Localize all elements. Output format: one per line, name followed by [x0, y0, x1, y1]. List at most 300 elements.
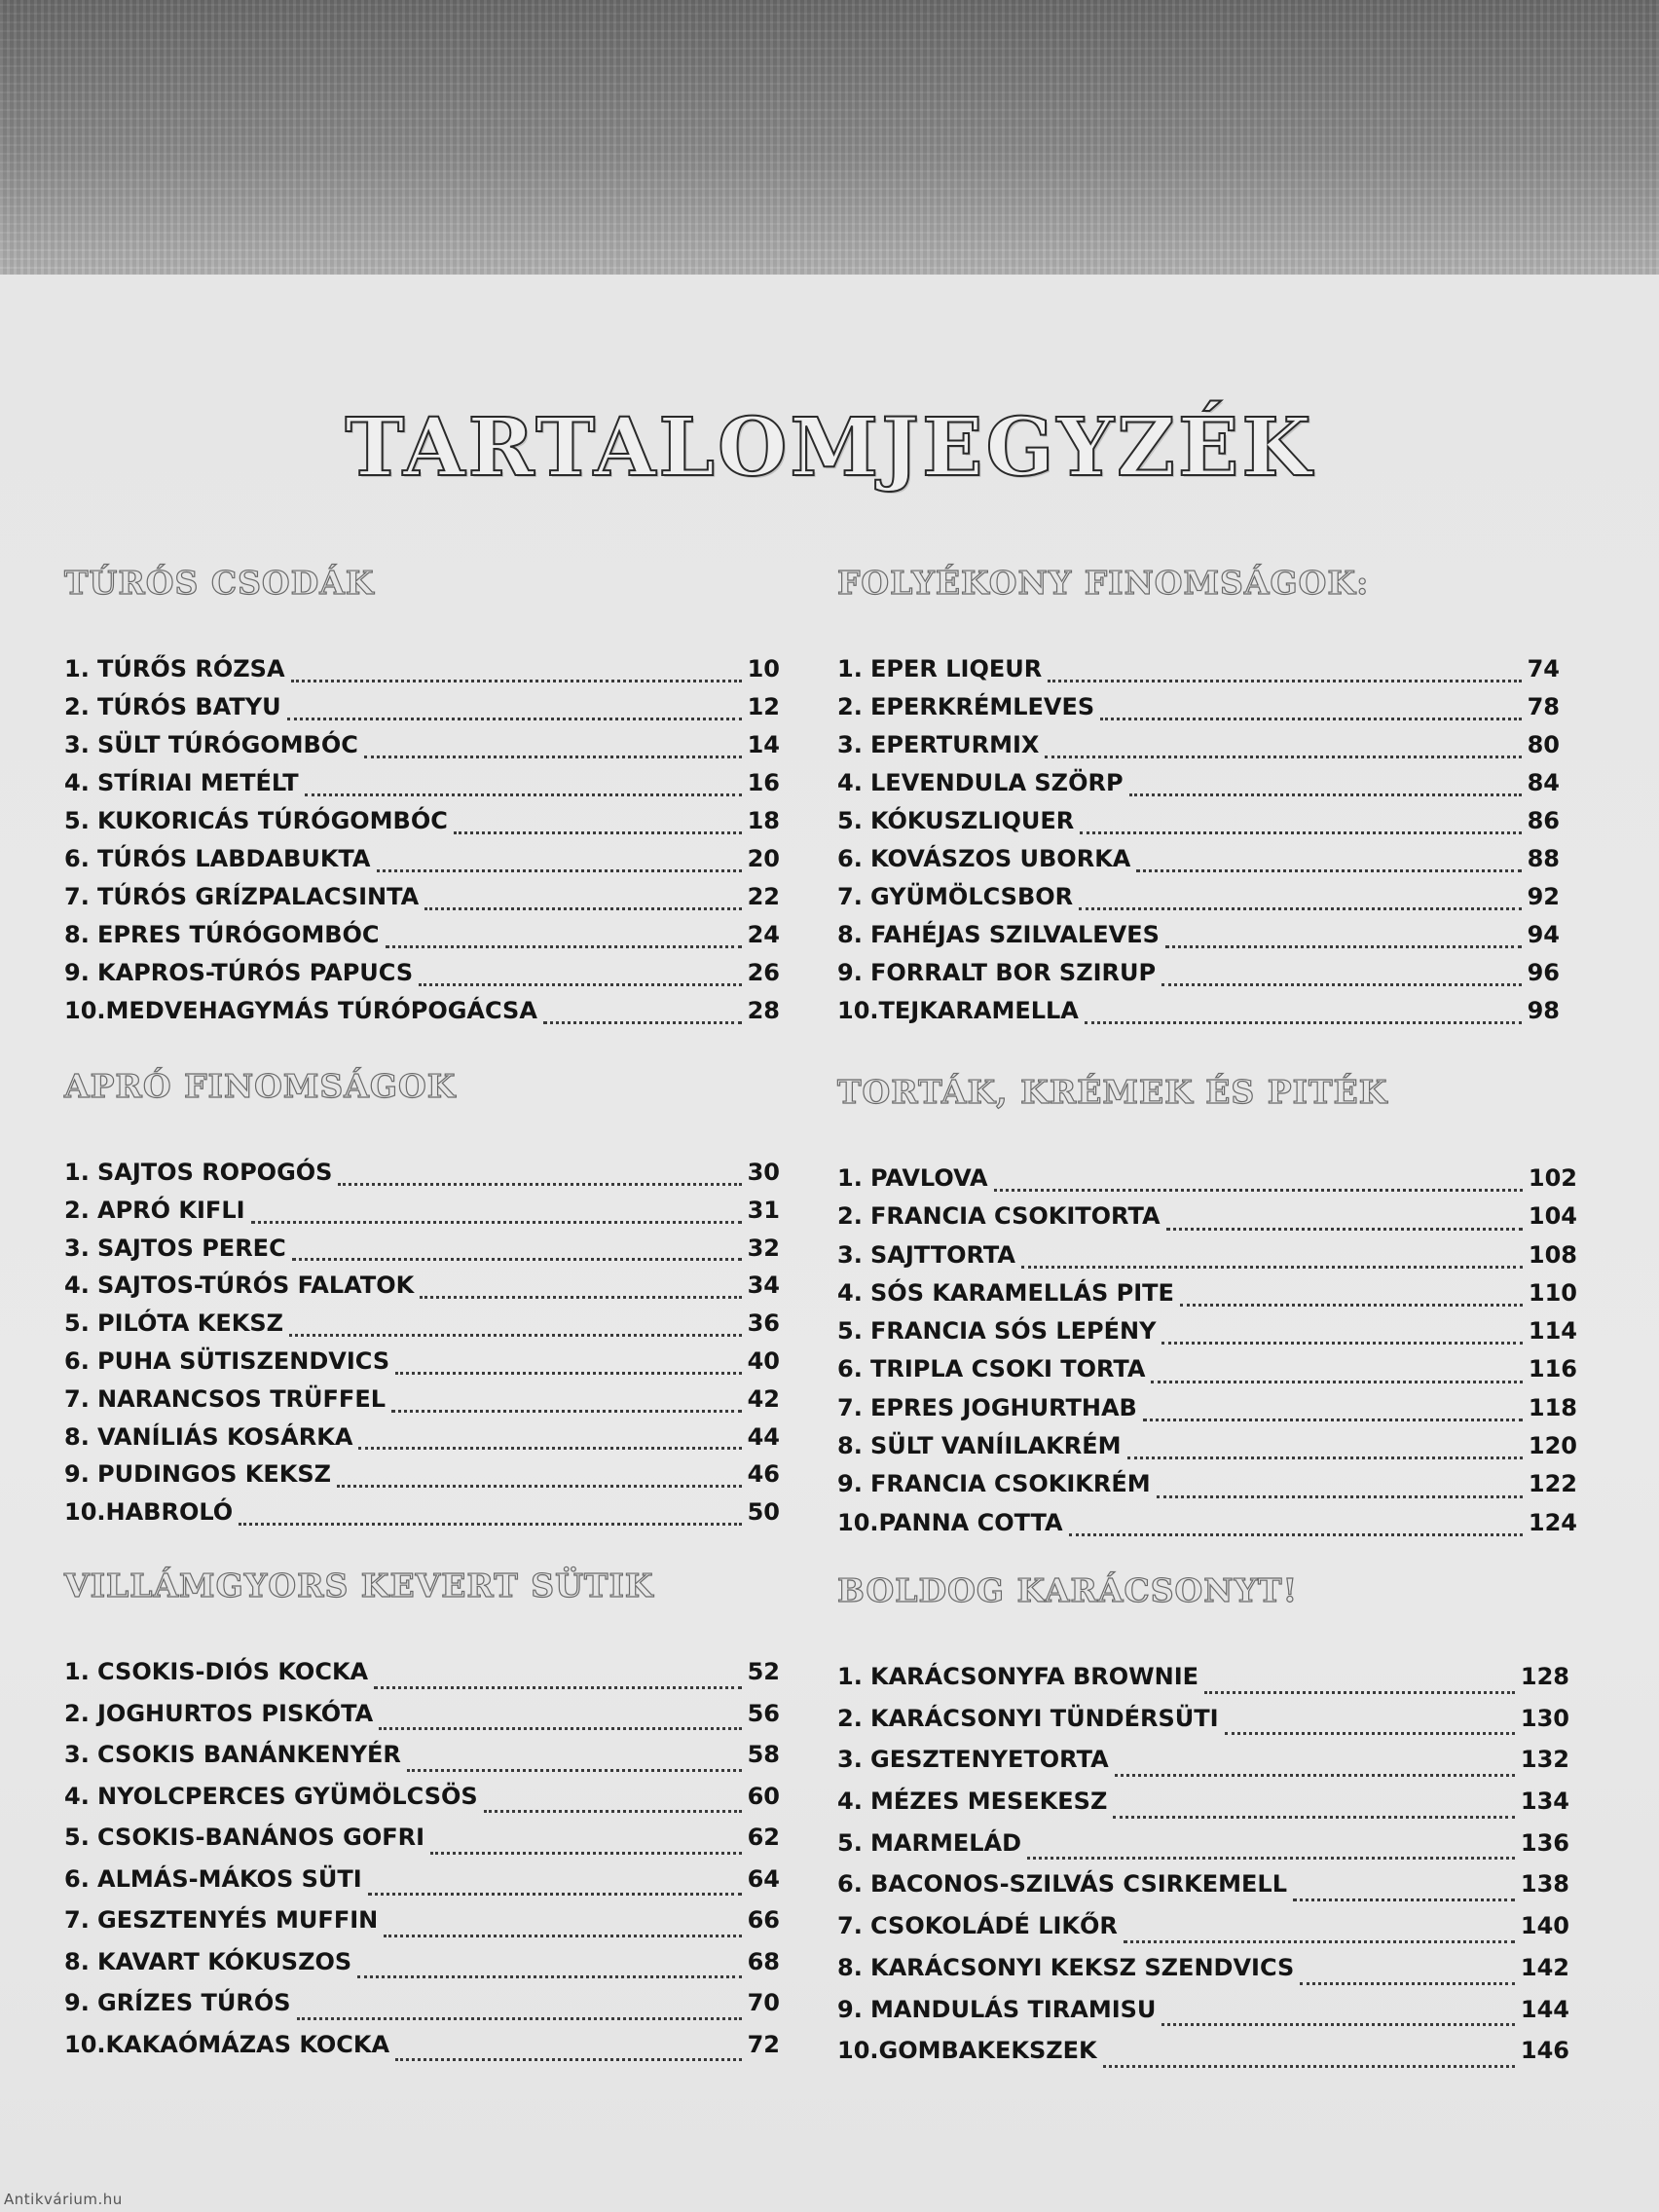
toc-entry-number: 9. — [837, 959, 863, 986]
toc-entry-number: 5. — [64, 1824, 90, 1851]
toc-entry-title: MANDULÁS TIRAMISU — [870, 1995, 1157, 2023]
toc-entry-page-number: 20 — [747, 845, 780, 872]
toc-entry-page-number: 116 — [1528, 1355, 1577, 1383]
toc-entry — [837, 1829, 1569, 1871]
dot-leader — [291, 680, 742, 682]
toc-entry-title: FORRALT BOR SZIRUP — [870, 959, 1157, 986]
toc-entry — [837, 1663, 1569, 1705]
dot-leader — [1080, 831, 1521, 834]
toc-entry-title: MEDVEHAGYMÁS TÚRÓPOGÁCSA — [105, 997, 537, 1024]
toc-entry-title: HABROLÓ — [105, 1498, 234, 1527]
toc-entry-number: 8. — [64, 1422, 90, 1451]
toc-entry-number: 8. — [837, 921, 863, 948]
toc-entry — [837, 883, 1560, 921]
section-heading: APRÓ FINOMSÁGOK — [64, 1067, 457, 1105]
toc-entry — [64, 1385, 780, 1423]
toc-entry-page-number: 36 — [747, 1309, 780, 1338]
toc-entry-title: SAJTOS ROPOGÓS — [97, 1159, 333, 1186]
toc-entry-number: 1. — [64, 1159, 90, 1186]
dot-leader — [305, 793, 742, 796]
dot-leader — [386, 945, 742, 948]
toc-entry-number: 6. — [64, 1346, 90, 1375]
toc-entry-title: LEVENDULA SZÖRP — [870, 769, 1124, 796]
toc-entry-number: 10. — [837, 997, 879, 1024]
toc-entry — [837, 1788, 1569, 1829]
toc-entry-number: 9. — [837, 1470, 863, 1498]
toc-entry-number: 8. — [64, 921, 90, 948]
toc-list — [64, 1658, 780, 2072]
toc-entry-number: 3. — [837, 731, 863, 758]
toc-entry-number: 2. — [837, 1704, 863, 1732]
toc-entry-page-number: 108 — [1528, 1240, 1577, 1269]
dot-leader — [239, 1523, 741, 1526]
toc-entry — [64, 1700, 780, 1742]
dot-leader — [1165, 945, 1522, 948]
toc-entry-title: CSOKOLÁDÉ LIKŐR — [870, 1912, 1118, 1940]
dot-leader — [1161, 1342, 1522, 1345]
toc-entry-title: EPER LIQEUR — [870, 655, 1043, 682]
toc-entry-title: TRIPLA CSOKI TORTA — [870, 1355, 1146, 1383]
toc-entry-title: GOMBAKEKSZEK — [878, 2037, 1097, 2065]
toc-entry-number: 4. — [837, 769, 863, 796]
toc-entry — [64, 1989, 780, 2031]
dot-leader — [1136, 869, 1521, 872]
toc-entry-title: GESZTENYÉS MUFFIN — [97, 1906, 379, 1934]
dot-leader — [1079, 907, 1521, 910]
toc-entry — [64, 807, 780, 845]
dot-leader — [358, 1447, 741, 1450]
dot-leader — [543, 1021, 742, 1024]
toc-entry — [837, 1279, 1577, 1317]
toc-entry-page-number: 62 — [747, 1824, 780, 1851]
toc-entry — [64, 731, 780, 769]
toc-entry — [64, 1159, 780, 1197]
toc-entry-page-number: 132 — [1520, 1746, 1569, 1774]
toc-entry — [64, 1309, 780, 1347]
toc-entry-title: FRANCIA CSOKIKRÉM — [870, 1470, 1151, 1498]
toc-entry — [64, 693, 780, 731]
dot-leader — [395, 1372, 741, 1375]
dot-leader — [1115, 1774, 1515, 1777]
toc-entry-number: 7. — [837, 1393, 863, 1421]
section-turos-csodak — [64, 562, 780, 1035]
toc-entry — [64, 655, 780, 693]
toc-entry-title: APRÓ KIFLI — [97, 1196, 245, 1224]
dot-leader — [994, 1189, 1523, 1192]
toc-entry-title: EPRES TÚRÓGOMBÓC — [97, 921, 380, 948]
toc-entry-number: 3. — [64, 1234, 90, 1262]
toc-entry-number: 2. — [837, 1202, 863, 1231]
toc-entry-number: 4. — [64, 769, 90, 796]
dot-leader — [1048, 680, 1521, 682]
toc-entry-page-number: 46 — [747, 1460, 780, 1489]
toc-entry — [837, 1202, 1577, 1240]
toc-entry — [837, 845, 1560, 883]
dot-leader — [1045, 756, 1521, 758]
toc-entry — [837, 2037, 1569, 2079]
dot-leader — [424, 907, 741, 910]
toc-entry-page-number: 16 — [747, 769, 780, 796]
toc-entry-page-number: 31 — [747, 1196, 780, 1224]
toc-entry — [64, 1741, 780, 1783]
toc-entry-page-number: 58 — [747, 1741, 780, 1768]
toc-entry-number: 4. — [837, 1278, 863, 1307]
toc-entry — [837, 1954, 1569, 1996]
toc-entry-title: KAVART KÓKUSZOS — [97, 1947, 352, 1975]
toc-list — [64, 1159, 780, 1536]
toc-entry-title: KARÁCSONYI TÜNDÉRSÜTI — [870, 1704, 1219, 1732]
toc-entry-title: SAJTTORTA — [870, 1240, 1015, 1269]
toc-entry-page-number: 128 — [1520, 1663, 1569, 1690]
toc-entry-page-number: 104 — [1528, 1202, 1577, 1231]
toc-entry-number: 10. — [837, 1508, 879, 1536]
dot-leader — [395, 2058, 742, 2061]
toc-entry-number: 6. — [837, 845, 863, 872]
toc-entry-page-number: 74 — [1527, 655, 1560, 682]
dot-leader — [1129, 793, 1522, 796]
toc-entry — [64, 1865, 780, 1907]
toc-entry-page-number: 146 — [1520, 2037, 1569, 2065]
toc-entry-number: 5. — [837, 807, 863, 834]
toc-entry-title: SAJTOS PEREC — [97, 1234, 286, 1262]
toc-entry-title: CSOKIS BANÁNKENYÉR — [97, 1741, 401, 1768]
toc-entry-page-number: 78 — [1527, 693, 1560, 720]
toc-entry-page-number: 124 — [1528, 1508, 1577, 1536]
dot-leader — [407, 1769, 742, 1772]
toc-entry-page-number: 110 — [1528, 1278, 1577, 1307]
toc-entry-number: 10. — [64, 1498, 106, 1527]
toc-entry-title: KUKORICÁS TÚRÓGOMBÓC — [97, 807, 448, 834]
dot-leader — [379, 1727, 741, 1730]
toc-entry — [837, 1164, 1577, 1202]
toc-entry-page-number: 68 — [747, 1947, 780, 1975]
toc-entry-number: 1. — [64, 1658, 90, 1685]
toc-entry-title: PANNA COTTA — [878, 1508, 1063, 1536]
toc-entry-title: EPRES JOGHURTHAB — [870, 1393, 1137, 1421]
toc-entry-page-number: 86 — [1527, 807, 1560, 834]
toc-entry-title: MÉZES MESEKESZ — [870, 1788, 1108, 1816]
toc-entry — [837, 693, 1560, 731]
toc-entry-title: TÚRŐS RÓZSA — [97, 655, 285, 682]
toc-entry-number: 2. — [837, 693, 863, 720]
dot-leader — [368, 1893, 742, 1896]
dot-leader — [338, 1183, 741, 1186]
toc-entry-number: 6. — [837, 1870, 863, 1899]
toc-entry-page-number: 40 — [747, 1346, 780, 1375]
toc-entry-title: GYÜMÖLCSBOR — [870, 883, 1074, 910]
toc-entry — [837, 1996, 1569, 2038]
toc-entry-page-number: 32 — [747, 1234, 780, 1262]
toc-entry-page-number: 122 — [1528, 1470, 1577, 1498]
toc-entry — [64, 1498, 780, 1536]
dot-leader — [374, 1686, 741, 1689]
toc-entry-number: 7. — [837, 883, 863, 910]
dot-leader — [1204, 1691, 1515, 1694]
toc-entry-number: 6. — [64, 1864, 90, 1893]
toc-entry-title: PILÓTA KEKSZ — [97, 1309, 284, 1338]
toc-entry-number: 1. — [837, 1663, 863, 1690]
toc-entry-number: 8. — [837, 1953, 863, 1981]
toc-entry — [837, 1509, 1577, 1547]
book-page — [0, 275, 1659, 2212]
toc-entry-page-number: 70 — [747, 1989, 780, 2016]
section-heading: TÚRÓS CSODÁK — [64, 564, 375, 602]
toc-entry-title: SAJTOS-TÚRÓS FALATOK — [97, 1272, 415, 1300]
dot-leader — [1100, 718, 1521, 720]
toc-entry-title: NYOLCPERCES GYÜMÖLCSÖS — [97, 1782, 478, 1810]
table-surface-background — [0, 0, 1659, 277]
toc-entry-page-number: 88 — [1527, 845, 1560, 872]
dot-leader — [287, 718, 742, 720]
section-heading: TORTÁK, KRÉMEK ÉS PITÉK — [837, 1073, 1388, 1111]
toc-entry — [837, 997, 1560, 1035]
toc-entry-page-number: 12 — [747, 693, 780, 720]
toc-entry-number: 4. — [837, 1788, 863, 1816]
toc-entry — [64, 1235, 780, 1272]
toc-entry-number: 10. — [64, 997, 106, 1024]
toc-entry-title: EPERTURMIX — [870, 731, 1040, 758]
dot-leader — [419, 983, 741, 986]
section-heading: BOLDOG KARÁCSONYT! — [837, 1571, 1299, 1609]
toc-entry-number: 10. — [837, 2037, 879, 2065]
toc-entry-page-number: 64 — [747, 1864, 780, 1893]
toc-entry — [64, 959, 780, 997]
toc-entry-title: SÜLT TÚRÓGOMBÓC — [97, 731, 358, 758]
toc-entry — [837, 1394, 1577, 1432]
watermark-text: Antikvárium.hu — [4, 2191, 123, 2208]
toc-entry-page-number: 120 — [1528, 1432, 1577, 1460]
toc-entry — [837, 959, 1560, 997]
toc-entry-page-number: 92 — [1527, 883, 1560, 910]
toc-entry-title: KÓKUSZLIQUER — [870, 807, 1075, 834]
toc-entry-page-number: 84 — [1527, 769, 1560, 796]
toc-entry-number: 7. — [64, 883, 90, 910]
toc-entry-page-number: 60 — [747, 1782, 780, 1810]
toc-entry — [837, 731, 1560, 769]
toc-entry-number: 7. — [64, 1384, 90, 1413]
toc-entry-page-number: 118 — [1528, 1393, 1577, 1421]
toc-entry-page-number: 34 — [747, 1272, 780, 1300]
dot-leader — [1225, 1732, 1515, 1735]
dot-leader — [357, 1975, 741, 1978]
toc-entry-title: STÍRIAI METÉLT — [97, 769, 299, 796]
dot-leader — [1161, 2023, 1514, 2026]
toc-entry — [64, 2031, 780, 2073]
toc-entry-title: TÚRÓS BATYU — [97, 693, 281, 720]
dot-leader — [1151, 1381, 1522, 1383]
toc-entry-number: 5. — [64, 1309, 90, 1338]
toc-entry — [837, 921, 1560, 959]
dot-leader — [377, 869, 742, 872]
toc-entry-page-number: 24 — [747, 921, 780, 948]
toc-list — [837, 655, 1560, 1035]
toc-entry-title: BACONOS-SZILVÁS CSIRKEMELL — [870, 1870, 1287, 1899]
toc-entry — [837, 655, 1560, 693]
dot-leader — [1293, 1899, 1515, 1901]
toc-entry-number: 9. — [837, 1995, 863, 2023]
toc-entry-page-number: 28 — [747, 997, 780, 1024]
toc-entry-number: 5. — [837, 1317, 863, 1346]
toc-entry-number: 3. — [837, 1746, 863, 1774]
dot-leader — [1103, 2065, 1515, 2068]
toc-entry-title: KARÁCSONYI KEKSZ SZENDVICS — [870, 1953, 1295, 1981]
toc-entry-page-number: 52 — [747, 1658, 780, 1685]
toc-entry-number: 3. — [837, 1240, 863, 1269]
dot-leader — [430, 1852, 742, 1855]
toc-entry-number: 1. — [64, 655, 90, 682]
toc-entry-page-number: 50 — [747, 1498, 780, 1527]
toc-entry-number: 4. — [64, 1272, 90, 1300]
toc-entry-title: CSOKIS-BANÁNOS GOFRI — [97, 1824, 425, 1851]
toc-entry — [837, 807, 1560, 845]
toc-entry-number: 3. — [64, 731, 90, 758]
toc-entry — [837, 1317, 1577, 1355]
toc-entry-title: KAPROS-TÚRÓS PAPUCS — [97, 959, 414, 986]
toc-entry-number: 7. — [64, 1906, 90, 1934]
toc-list — [837, 1164, 1577, 1547]
toc-entry — [64, 1347, 780, 1385]
toc-entry-title: SÜLT VANÍILAKRÉM — [870, 1432, 1122, 1460]
toc-entry-page-number: 102 — [1528, 1164, 1577, 1192]
dot-leader — [484, 1810, 742, 1813]
toc-entry-title: KARÁCSONYFA BROWNIE — [870, 1663, 1199, 1690]
toc-entry-title: TEJKARAMELLA — [878, 997, 1079, 1024]
dot-leader — [1069, 1533, 1523, 1536]
toc-entry — [64, 1197, 780, 1235]
toc-entry-title: GRÍZES TÚRÓS — [97, 1989, 291, 2016]
toc-entry-page-number: 42 — [747, 1384, 780, 1413]
dot-leader — [1166, 1228, 1523, 1231]
dot-leader — [292, 1258, 742, 1261]
dot-leader — [1127, 1456, 1523, 1459]
toc-entry — [837, 1355, 1577, 1393]
toc-entry-title: MARMELÁD — [870, 1828, 1022, 1857]
toc-entry — [64, 997, 780, 1035]
dot-leader — [1124, 1940, 1515, 1943]
toc-entry-title: PUHA SÜTISZENDVICS — [97, 1346, 390, 1375]
dot-leader — [454, 831, 742, 834]
section-tortak-kremek-pitek — [837, 1071, 1577, 1547]
toc-entry — [64, 1824, 780, 1865]
toc-entry-page-number: 14 — [747, 731, 780, 758]
toc-entry-title: FAHÉJAS SZILVALEVES — [870, 921, 1160, 948]
toc-entry-number: 1. — [837, 655, 863, 682]
toc-entry — [64, 1658, 780, 1700]
dot-leader — [289, 1334, 742, 1337]
page-title: TARTALOMJEGYZÉK — [345, 401, 1314, 495]
toc-entry — [64, 921, 780, 959]
section-folyekony-finomsagok — [837, 562, 1560, 1035]
toc-entry-page-number: 136 — [1520, 1828, 1569, 1857]
toc-entry — [837, 1912, 1569, 1954]
section-boldog-karacsonyt — [837, 1569, 1569, 2079]
toc-list — [64, 655, 780, 1035]
toc-entry-title: KAKAÓMÁZAS KOCKA — [105, 2030, 390, 2058]
toc-entry-title: SÓS KARAMELLÁS PITE — [870, 1278, 1174, 1307]
dot-leader — [384, 1935, 741, 1937]
toc-entry-number: 9. — [64, 959, 90, 986]
toc-entry-page-number: 10 — [747, 655, 780, 682]
toc-entry-number: 1. — [837, 1164, 863, 1192]
toc-entry — [837, 1432, 1577, 1470]
toc-entry-title: KOVÁSZOS UBORKA — [870, 845, 1131, 872]
toc-entry-number: 10. — [64, 2030, 106, 2058]
toc-entry — [837, 1746, 1569, 1788]
toc-entry — [837, 1870, 1569, 1912]
toc-entry-title: JOGHURTOS PISKÓTA — [97, 1699, 374, 1727]
toc-entry-page-number: 144 — [1520, 1995, 1569, 2023]
toc-entry-page-number: 130 — [1520, 1704, 1569, 1732]
toc-entry-page-number: 114 — [1528, 1317, 1577, 1346]
toc-entry-number: 5. — [64, 807, 90, 834]
section-villamgyors-kevert-sutik — [64, 1565, 780, 2072]
dot-leader — [297, 2017, 742, 2020]
dot-leader — [1085, 1021, 1522, 1024]
toc-entry-number: 6. — [837, 1355, 863, 1383]
dot-leader — [1021, 1266, 1523, 1269]
toc-entry-page-number: 94 — [1527, 921, 1560, 948]
toc-entry — [837, 1470, 1577, 1508]
toc-entry-title: ALMÁS-MÁKOS SÜTI — [97, 1864, 362, 1893]
toc-entry — [64, 1423, 780, 1461]
dot-leader — [364, 756, 742, 758]
section-apro-finomsagok — [64, 1065, 780, 1536]
toc-entry — [64, 845, 780, 883]
dot-leader — [1180, 1304, 1523, 1307]
toc-entry-number: 7. — [837, 1912, 863, 1940]
dot-leader — [1113, 1816, 1515, 1819]
toc-list — [837, 1663, 1569, 2079]
dot-leader — [1143, 1419, 1523, 1421]
toc-entry-title: PAVLOVA — [870, 1164, 988, 1192]
toc-entry-title: PUDINGOS KEKSZ — [97, 1460, 332, 1489]
toc-entry — [837, 769, 1560, 807]
toc-entry-number: 8. — [64, 1947, 90, 1975]
dot-leader — [1157, 1495, 1523, 1498]
toc-entry-page-number: 142 — [1520, 1953, 1569, 1981]
dot-leader — [1027, 1857, 1515, 1860]
toc-entry-title: NARANCSOS TRÜFFEL — [97, 1384, 387, 1413]
section-heading: VILLÁMGYORS KEVERT SÜTIK — [64, 1567, 654, 1604]
toc-entry-page-number: 140 — [1520, 1912, 1569, 1940]
toc-entry-number: 9. — [64, 1460, 90, 1489]
toc-entry-title: FRANCIA SÓS LEPÉNY — [870, 1317, 1157, 1346]
toc-entry-title: VANÍLIÁS KOSÁRKA — [97, 1422, 353, 1451]
toc-entry-number: 2. — [64, 1196, 90, 1224]
toc-entry-number: 3. — [64, 1741, 90, 1768]
section-heading: FOLYÉKONY FINOMSÁGOK: — [837, 564, 1370, 602]
dot-leader — [251, 1221, 742, 1224]
toc-entry-title: EPERKRÉMLEVES — [870, 693, 1095, 720]
toc-entry — [64, 1272, 780, 1309]
toc-entry-page-number: 44 — [747, 1422, 780, 1451]
toc-entry-number: 9. — [64, 1989, 90, 2016]
toc-entry-number: 6. — [64, 845, 90, 872]
toc-entry-number: 8. — [837, 1432, 863, 1460]
dot-leader — [1300, 1982, 1515, 1985]
toc-entry-page-number: 80 — [1527, 731, 1560, 758]
toc-entry-title: CSOKIS-DIÓS KOCKA — [97, 1658, 369, 1685]
toc-entry-title: TÚRÓS GRÍZPALACSINTA — [97, 883, 420, 910]
toc-entry-title: GESZTENYETORTA — [870, 1746, 1109, 1774]
toc-entry-page-number: 30 — [747, 1159, 780, 1186]
toc-entry-number: 5. — [837, 1828, 863, 1857]
toc-entry-page-number: 138 — [1520, 1870, 1569, 1899]
toc-entry-title: TÚRÓS LABDABUKTA — [97, 845, 371, 872]
toc-entry — [64, 1783, 780, 1825]
toc-entry-page-number: 134 — [1520, 1788, 1569, 1816]
toc-entry-page-number: 66 — [747, 1906, 780, 1934]
